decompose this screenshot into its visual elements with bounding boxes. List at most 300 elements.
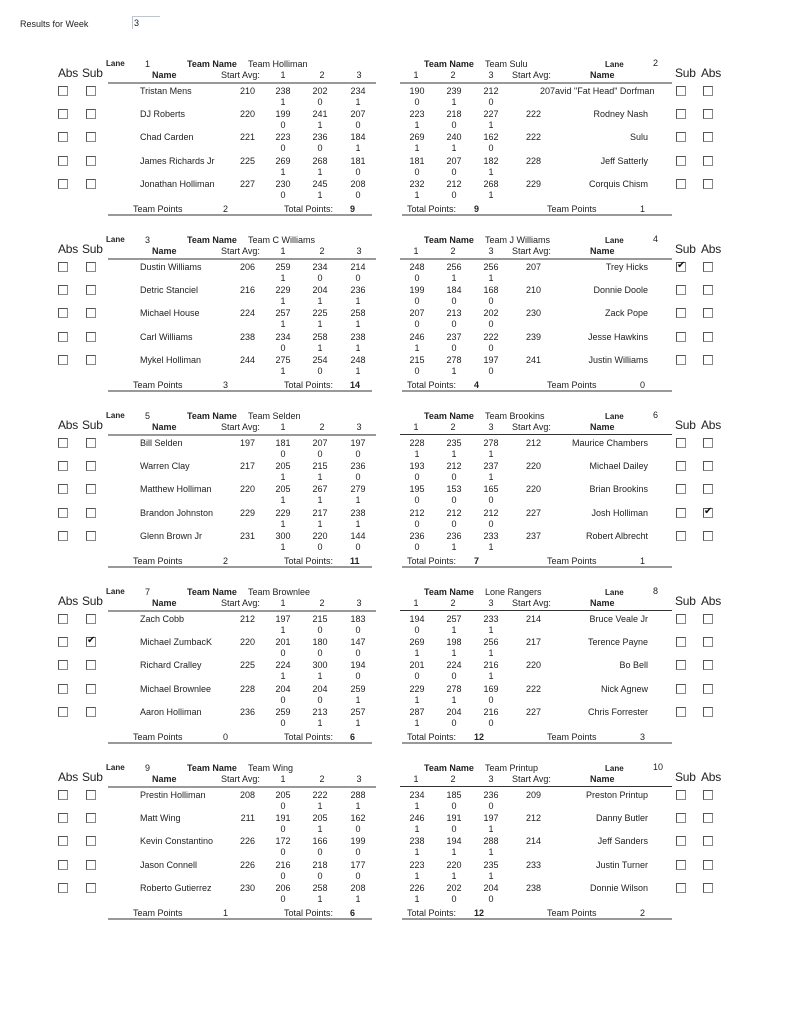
game-score: 224 xyxy=(275,660,291,671)
abs-checkbox[interactable] xyxy=(703,179,713,189)
abs-checkbox[interactable] xyxy=(703,860,713,870)
game-score: 248 xyxy=(409,262,425,272)
game-score: 268 xyxy=(312,155,328,166)
game-score: 236 xyxy=(312,132,328,143)
game-score: 259 xyxy=(275,262,291,272)
lane-label: Lane xyxy=(106,59,125,68)
game-point: 0 xyxy=(414,472,420,483)
game-point: 1 xyxy=(414,893,420,904)
sub-checkbox[interactable] xyxy=(86,836,96,846)
player-name: Donnie Doole xyxy=(593,285,648,296)
game-score: 238 xyxy=(350,507,366,518)
sub-checkbox[interactable] xyxy=(676,484,686,494)
game-score: 236 xyxy=(409,530,425,541)
player-start-avg: 210 xyxy=(526,285,542,296)
game-point: 0 xyxy=(488,365,494,376)
game-score: 204 xyxy=(446,706,462,717)
game-score: 256 xyxy=(483,262,499,272)
abs-checkbox[interactable] xyxy=(58,614,68,624)
game-point: 0 xyxy=(317,625,323,635)
player-start-avg: 197 xyxy=(239,438,255,448)
player-start-avg: 229 xyxy=(239,507,255,518)
game-score: 238 xyxy=(275,86,291,96)
abs-checkbox[interactable] xyxy=(58,707,68,717)
abs-header: Abs xyxy=(701,66,722,80)
header-rule xyxy=(108,258,376,260)
sub-checkbox[interactable] xyxy=(676,637,686,647)
game-point: 0 xyxy=(355,273,361,283)
abs-checkbox[interactable] xyxy=(58,332,68,342)
player-start-avg: 228 xyxy=(526,155,542,166)
sub-checkbox[interactable] xyxy=(86,813,96,823)
start-avg-header: Start Avg: xyxy=(221,422,260,432)
footer-rule xyxy=(108,918,372,920)
game-score: 268 xyxy=(483,178,499,189)
sub-checkbox[interactable] xyxy=(676,883,686,893)
name-col-header: Name xyxy=(152,774,177,784)
week-label: Results for Week xyxy=(20,19,89,29)
game-score: 207 xyxy=(350,109,366,120)
sub-checkbox[interactable] xyxy=(86,308,96,318)
total-points-value: 7 xyxy=(474,556,480,566)
game-score: 236 xyxy=(446,530,462,541)
sub-checkbox[interactable] xyxy=(86,790,96,800)
abs-checkbox[interactable] xyxy=(703,684,713,694)
sub-checkbox[interactable] xyxy=(676,86,686,96)
game-point: 0 xyxy=(355,671,361,682)
start-avg-header: Start Avg: xyxy=(221,70,260,80)
game-point: 1 xyxy=(488,120,494,131)
abs-checkbox[interactable] xyxy=(58,179,68,189)
game-point: 1 xyxy=(451,625,457,635)
player-start-avg: 220 xyxy=(526,484,542,495)
game-score: 287 xyxy=(409,706,425,717)
game-point: 1 xyxy=(355,365,361,376)
sub-checkbox[interactable] xyxy=(676,790,686,800)
game3-header: 3 xyxy=(356,598,362,608)
sub-checkbox[interactable] xyxy=(86,614,96,624)
game-point: 1 xyxy=(451,648,457,659)
player-start-avg: 225 xyxy=(239,155,255,166)
sub-checkbox[interactable] xyxy=(676,179,686,189)
sub-checkbox[interactable] xyxy=(676,614,686,624)
total-points-value: 9 xyxy=(474,204,480,214)
game-point: 1 xyxy=(280,166,286,177)
abs-checkbox[interactable] xyxy=(703,438,713,448)
game-point: 0 xyxy=(317,694,323,705)
game-score: 236 xyxy=(350,285,366,296)
sub-checkbox[interactable] xyxy=(676,285,686,295)
abs-checkbox[interactable] xyxy=(703,883,713,893)
game-score: 144 xyxy=(350,530,366,541)
player-name: Mykel Holliman xyxy=(140,354,202,365)
footer-rule xyxy=(108,566,372,568)
game-score: 184 xyxy=(446,285,462,296)
week-input[interactable]: 3 xyxy=(132,16,160,29)
team-points-value: 0 xyxy=(223,732,229,742)
game2-header: 2 xyxy=(450,598,456,608)
player-start-avg: 237 xyxy=(526,530,542,541)
sub-checkbox[interactable] xyxy=(86,883,96,893)
total-points-label: Total Points: xyxy=(407,380,457,390)
game-score: 194 xyxy=(409,614,425,624)
game-point: 1 xyxy=(488,541,494,552)
lane-number: 3 xyxy=(145,235,151,245)
game-score: 234 xyxy=(312,262,328,272)
player-start-avg: 238 xyxy=(526,882,542,893)
sub-checkbox[interactable] xyxy=(86,438,96,448)
sub-checkbox[interactable] xyxy=(676,707,686,717)
game-point: 0 xyxy=(451,801,457,811)
abs-checkbox[interactable] xyxy=(703,355,713,365)
sub-checkbox[interactable] xyxy=(676,508,686,518)
team-points-label: Team Points xyxy=(547,380,597,390)
abs-checkbox[interactable] xyxy=(58,156,68,166)
player-start-avg: 209 xyxy=(526,790,542,800)
player-start-avg: 220 xyxy=(526,660,542,671)
abs-checkbox[interactable] xyxy=(58,262,68,272)
game-point: 0 xyxy=(488,801,494,811)
abs-checkbox[interactable] xyxy=(703,531,713,541)
team-name: Team Printup xyxy=(485,763,539,773)
game-point: 1 xyxy=(280,273,286,283)
abs-checkbox[interactable] xyxy=(703,332,713,342)
sub-checkbox[interactable] xyxy=(676,109,686,119)
player-name: Josh Holliman xyxy=(591,507,648,518)
game-score: 222 xyxy=(483,331,499,342)
game-score: 256 xyxy=(446,262,462,272)
player-start-avg: 217 xyxy=(239,461,255,472)
abs-checkbox[interactable] xyxy=(58,531,68,541)
abs-checkbox[interactable] xyxy=(703,86,713,96)
abs-checkbox[interactable] xyxy=(58,308,68,318)
game-point: 1 xyxy=(488,449,494,459)
game-score: 246 xyxy=(409,813,425,824)
header-rule xyxy=(108,786,376,788)
abs-checkbox[interactable] xyxy=(58,86,68,96)
start-avg-header: Start Avg: xyxy=(512,598,551,608)
name-col-header: Name xyxy=(152,422,177,432)
abs-checkbox[interactable] xyxy=(703,508,713,518)
player-start-avg: 211 xyxy=(240,813,255,824)
abs-checkbox[interactable] xyxy=(58,836,68,846)
abs-header: Abs xyxy=(58,242,79,256)
abs-checkbox[interactable] xyxy=(703,637,713,647)
player-start-avg: 227 xyxy=(526,507,542,518)
name-col-header: Name xyxy=(590,70,615,80)
abs-checkbox[interactable] xyxy=(703,836,713,846)
abs-checkbox[interactable] xyxy=(703,109,713,119)
game-score: 207 xyxy=(409,308,425,319)
sub-checkbox[interactable] xyxy=(676,813,686,823)
abs-checkbox[interactable] xyxy=(703,461,713,471)
game-score: 147 xyxy=(350,637,366,648)
start-avg-header: Start Avg: xyxy=(512,70,551,80)
game-score: 169 xyxy=(483,683,499,694)
game-point: 1 xyxy=(414,189,420,200)
game3-header: 3 xyxy=(356,422,362,432)
game-score: 202 xyxy=(446,882,462,893)
game-point: 1 xyxy=(414,801,420,811)
abs-checkbox[interactable] xyxy=(703,660,713,670)
abs-checkbox[interactable] xyxy=(58,461,68,471)
start-avg-header: Start Avg: xyxy=(512,422,551,432)
game-score: 191 xyxy=(446,813,462,824)
sub-checkbox[interactable] xyxy=(676,308,686,318)
game-point: 1 xyxy=(317,518,323,529)
game2-header: 2 xyxy=(319,598,325,608)
game-score: 201 xyxy=(409,660,425,671)
game-point: 1 xyxy=(355,296,361,307)
abs-checkbox[interactable] xyxy=(703,308,713,318)
player-name: Roberto Gutierrez xyxy=(140,882,212,893)
abs-checkbox[interactable] xyxy=(703,285,713,295)
game-point: 0 xyxy=(355,449,361,459)
lane-label: Lane xyxy=(106,587,125,596)
game-score: 208 xyxy=(350,882,366,893)
sub-checkbox[interactable] xyxy=(676,132,686,142)
team-points-label: Team Points xyxy=(547,204,597,214)
game-score: 222 xyxy=(312,790,328,800)
sub-checkbox[interactable] xyxy=(86,508,96,518)
player-start-avg: 220 xyxy=(526,461,542,472)
abs-checkbox[interactable] xyxy=(703,707,713,717)
sub-checkbox[interactable] xyxy=(86,109,96,119)
abs-checkbox[interactable] xyxy=(703,262,713,272)
game-score: 212 xyxy=(446,507,462,518)
game2-header: 2 xyxy=(450,422,456,432)
game-score: 236 xyxy=(483,790,499,800)
game-point: 1 xyxy=(488,671,494,682)
abs-checkbox[interactable] xyxy=(58,438,68,448)
game1-header: 1 xyxy=(280,422,286,432)
abs-checkbox[interactable] xyxy=(58,484,68,494)
game-score: 197 xyxy=(483,354,499,365)
game1-header: 1 xyxy=(280,70,286,80)
player-name: Justin Turner xyxy=(595,859,648,870)
player-name: Zach Cobb xyxy=(140,614,185,624)
team-name-label: Team Name xyxy=(187,235,237,245)
game-score: 207 xyxy=(446,155,462,166)
game1-header: 1 xyxy=(280,774,286,784)
player-start-avg: 220 xyxy=(239,484,255,495)
sub-header: Sub xyxy=(675,418,696,432)
game-point: 1 xyxy=(451,847,457,858)
game-point: 1 xyxy=(317,120,323,131)
game-score: 212 xyxy=(483,507,499,518)
player-name: Trey Hicks xyxy=(605,262,648,272)
total-points-value: 6 xyxy=(350,732,356,742)
footer-rule xyxy=(402,566,672,568)
team-name: Team Brownlee xyxy=(248,587,311,597)
abs-checkbox[interactable] xyxy=(58,637,68,647)
game-score: 245 xyxy=(312,178,328,189)
game-point: 0 xyxy=(414,365,420,376)
abs-checkbox[interactable] xyxy=(703,813,713,823)
abs-checkbox[interactable] xyxy=(58,285,68,295)
lane-number: 10 xyxy=(653,762,664,772)
sub-header: Sub xyxy=(82,242,103,256)
player-start-avg: 216 xyxy=(239,285,255,296)
sub-checkbox[interactable] xyxy=(86,860,96,870)
sub-checkbox[interactable] xyxy=(86,262,96,272)
player-name: Corquis Chism xyxy=(588,178,648,189)
game-point: 0 xyxy=(451,893,457,904)
sub-checkbox[interactable] xyxy=(86,707,96,717)
abs-checkbox[interactable] xyxy=(58,132,68,142)
game-score: 288 xyxy=(350,790,366,800)
sub-checkbox[interactable] xyxy=(86,484,96,494)
game1-header: 1 xyxy=(413,246,419,256)
game-point: 0 xyxy=(280,694,286,705)
game-point: 0 xyxy=(355,541,361,552)
team-points-label: Team Points xyxy=(547,556,597,566)
sub-checkbox[interactable] xyxy=(676,438,686,448)
game-point: 0 xyxy=(414,97,420,107)
sub-checkbox[interactable] xyxy=(86,285,96,295)
game-score: 248 xyxy=(350,354,366,365)
game-point: 0 xyxy=(414,541,420,552)
game-point: 0 xyxy=(414,296,420,307)
game-score: 235 xyxy=(446,438,462,448)
team-block-right xyxy=(394,410,788,580)
game-score: 197 xyxy=(275,614,291,624)
abs-checkbox[interactable] xyxy=(58,860,68,870)
name-col-header: Name xyxy=(590,422,615,432)
game-point: 0 xyxy=(317,143,323,154)
game1-header: 1 xyxy=(413,774,419,784)
game-point: 0 xyxy=(317,870,323,881)
sub-checkbox[interactable] xyxy=(86,332,96,342)
game-score: 220 xyxy=(446,859,462,870)
game-point: 1 xyxy=(414,824,420,835)
sub-checkbox[interactable] xyxy=(676,332,686,342)
lane-number: 1 xyxy=(145,59,151,69)
sub-checkbox[interactable] xyxy=(86,86,96,96)
game1-header: 1 xyxy=(413,422,419,432)
game-score: 279 xyxy=(350,484,366,495)
game-score: 180 xyxy=(312,637,328,648)
sub-checkbox[interactable] xyxy=(86,179,96,189)
abs-checkbox[interactable] xyxy=(703,156,713,166)
total-points-label: Total Points: xyxy=(284,732,334,742)
sub-checkbox[interactable] xyxy=(86,355,96,365)
game-score: 257 xyxy=(350,706,366,717)
sub-checkbox[interactable] xyxy=(86,531,96,541)
sub-checkbox[interactable] xyxy=(676,684,686,694)
player-start-avg: 228 xyxy=(239,683,255,694)
abs-checkbox[interactable] xyxy=(58,813,68,823)
game-score: 194 xyxy=(446,836,462,847)
game-score: 199 xyxy=(275,109,291,120)
game-score: 213 xyxy=(312,706,328,717)
game-point: 0 xyxy=(355,472,361,483)
game-score: 190 xyxy=(409,86,425,96)
sub-checkbox[interactable] xyxy=(86,660,96,670)
team-block-left xyxy=(0,762,394,932)
game-score: 166 xyxy=(312,836,328,847)
sub-checkbox[interactable] xyxy=(676,156,686,166)
abs-checkbox[interactable] xyxy=(58,790,68,800)
player-name: Tristan Mens xyxy=(140,86,192,96)
game-point: 0 xyxy=(280,449,286,459)
abs-checkbox[interactable] xyxy=(703,484,713,494)
abs-checkbox[interactable] xyxy=(58,508,68,518)
sub-checkbox[interactable] xyxy=(86,637,96,647)
sub-checkbox[interactable] xyxy=(676,531,686,541)
game-point: 0 xyxy=(488,717,494,728)
player-name: Zack Pope xyxy=(604,308,648,319)
player-start-avg: 227 xyxy=(526,706,542,717)
abs-checkbox[interactable] xyxy=(58,883,68,893)
sub-checkbox[interactable] xyxy=(86,461,96,471)
team-name: Lone Rangers xyxy=(485,587,542,597)
team-points-value: 2 xyxy=(223,556,229,566)
game-point: 1 xyxy=(355,143,361,154)
abs-checkbox[interactable] xyxy=(58,660,68,670)
game-point: 0 xyxy=(317,273,323,283)
player-start-avg: 220 xyxy=(239,637,255,648)
team-name-label: Team Name xyxy=(187,59,237,69)
game-point: 1 xyxy=(414,648,420,659)
sub-checkbox[interactable] xyxy=(86,684,96,694)
game-point: 1 xyxy=(451,143,457,154)
abs-checkbox[interactable] xyxy=(703,790,713,800)
sub-checkbox[interactable] xyxy=(86,156,96,166)
sub-checkbox[interactable] xyxy=(676,461,686,471)
abs-checkbox[interactable] xyxy=(58,109,68,119)
player-name: Chad Carden xyxy=(140,132,194,143)
abs-checkbox[interactable] xyxy=(58,355,68,365)
start-avg-header: Start Avg: xyxy=(512,774,551,784)
game-point: 0 xyxy=(488,518,494,529)
game-score: 258 xyxy=(312,882,328,893)
game-point: 1 xyxy=(488,166,494,177)
player-name: Matthew Holliman xyxy=(140,484,212,495)
sub-checkbox[interactable] xyxy=(676,355,686,365)
sub-checkbox[interactable] xyxy=(86,132,96,142)
total-points-label: Total Points: xyxy=(407,556,457,566)
game-score: 246 xyxy=(409,331,425,342)
sub-checkbox[interactable] xyxy=(676,860,686,870)
game-point: 0 xyxy=(451,472,457,483)
sub-checkbox[interactable] xyxy=(676,836,686,846)
game-point: 1 xyxy=(488,648,494,659)
game-score: 197 xyxy=(483,813,499,824)
team-points-value: 1 xyxy=(223,908,229,918)
game-point: 0 xyxy=(355,870,361,881)
game-score: 229 xyxy=(275,285,291,296)
game-score: 183 xyxy=(350,614,366,624)
team-points-label: Team Points xyxy=(133,908,183,918)
total-points-label: Total Points: xyxy=(284,908,334,918)
game-score: 202 xyxy=(483,308,499,319)
abs-checkbox[interactable] xyxy=(703,132,713,142)
abs-checkbox[interactable] xyxy=(703,614,713,624)
player-name: Donnie Wilson xyxy=(589,882,648,893)
game-score: 212 xyxy=(446,461,462,472)
sub-checkbox[interactable] xyxy=(676,262,686,272)
lane-number: 2 xyxy=(653,58,659,68)
player-name: Dustin Williams xyxy=(140,262,202,272)
start-avg-header: Start Avg: xyxy=(221,246,260,256)
game-point: 0 xyxy=(280,120,286,131)
player-start-avg: 214 xyxy=(526,614,542,624)
sub-checkbox[interactable] xyxy=(676,660,686,670)
abs-checkbox[interactable] xyxy=(58,684,68,694)
game-score: 204 xyxy=(312,683,328,694)
player-name: 207avid "Fat Head" Dorfman xyxy=(540,86,655,96)
